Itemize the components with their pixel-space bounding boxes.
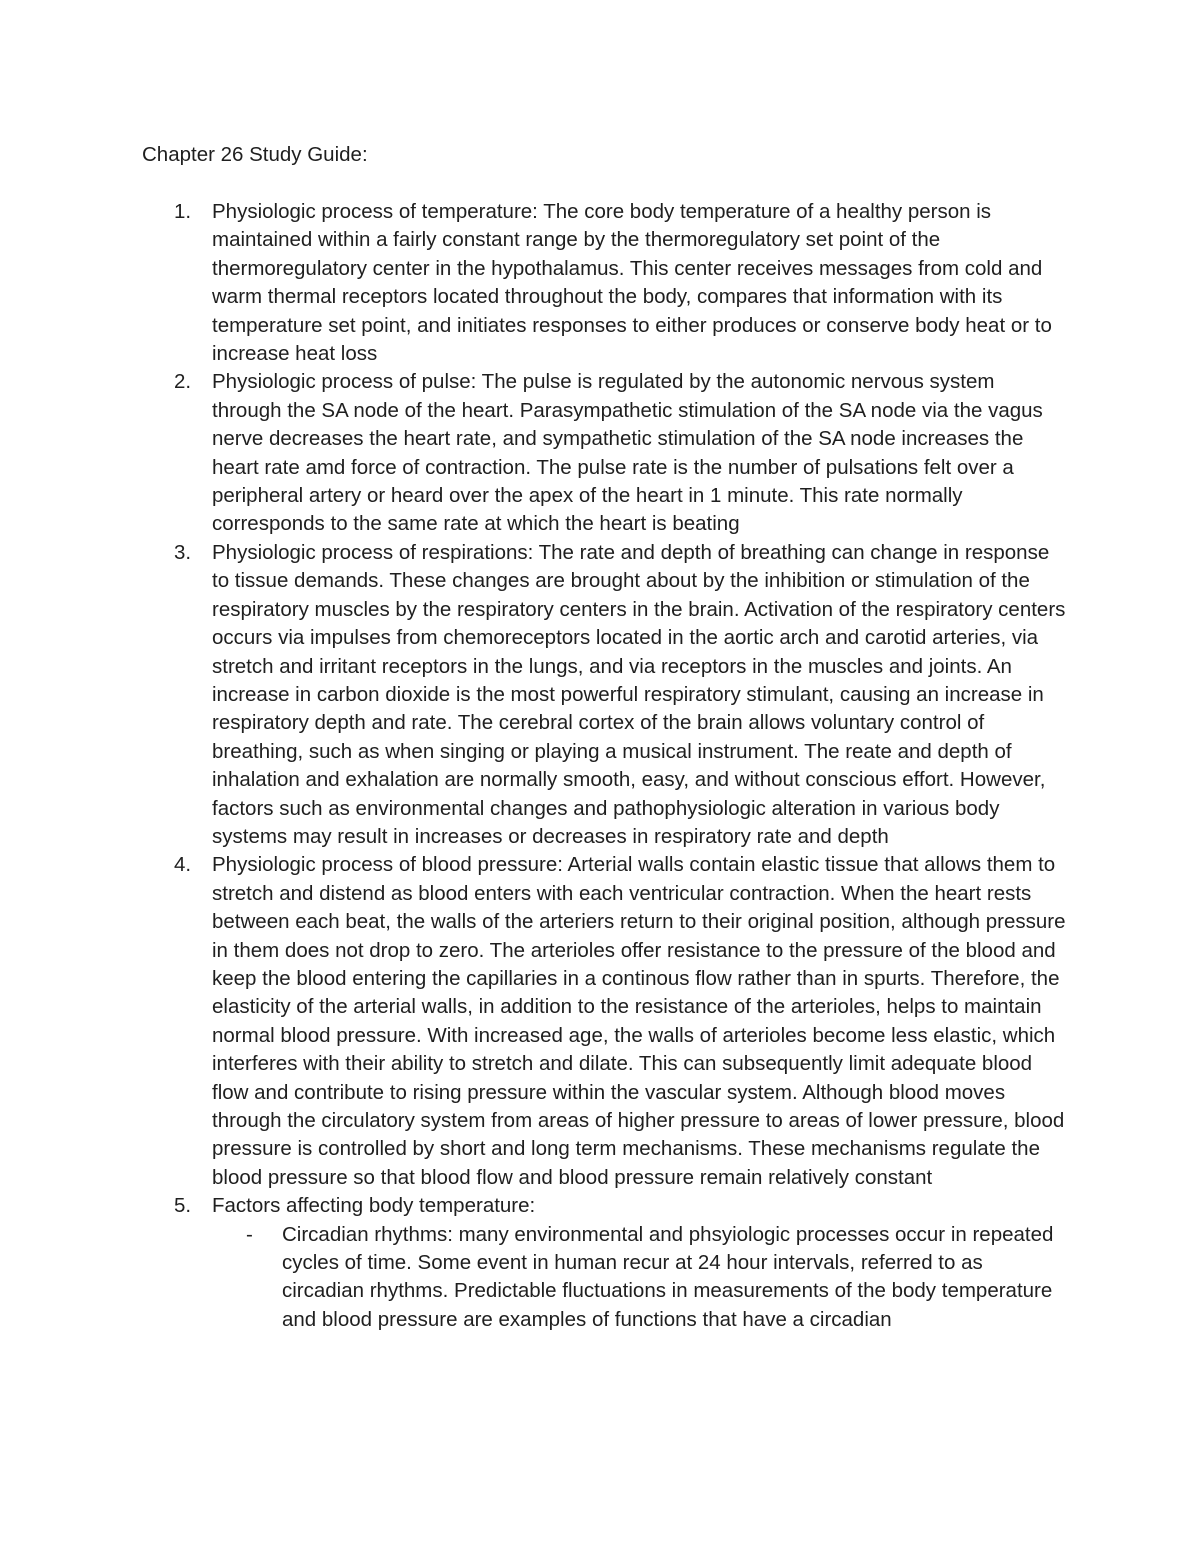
temperature-factors-sublist bbox=[212, 1221, 1067, 1335]
list-item-pulse-process bbox=[142, 368, 1067, 538]
study-guide-list bbox=[142, 198, 1067, 1334]
list-item-respiration-process bbox=[142, 539, 1067, 851]
list-item-blood-pressure-process bbox=[142, 851, 1067, 1192]
list-item-number: 2. bbox=[174, 370, 192, 394]
list-item-temperature-factors bbox=[142, 1192, 1067, 1334]
list-item-number: 5. bbox=[174, 1194, 192, 1218]
sublist-item-text: Circadian rhythms: many environmental and phsyiologic processes occur in repeated cycles of time. Some event in human recur at 24 hour intervals, referred to as circadian rhythms. Predictable fluctuations in measurements of the body temperature and blood pressure are examples of functions that have a circadian bbox=[282, 1222, 1054, 1331]
list-item-text: Physiologic process of pulse: The pulse is regulated by the autonomic nervous system through the SA node of the heart. Parasympathetic stimulation of the SA node via the vagus nerve decreases the heart rate, and sympathetic stimulation of the SA node increases the heart rate amd force of contraction. The pulse rate is the number of pulsations felt over a peripheral artery or heard over the apex of the heart in 1 minute. This rate normally corresponds to the same rate at which the heart is beating bbox=[212, 370, 1043, 536]
dash-bullet: - bbox=[246, 1222, 253, 1246]
list-item-text: Physiologic process of blood pressure: Arterial walls contain elastic tissue that allows them to stretch and distend as blood enters with each ventricular contraction. When the heart rests between each beat, the walls of the arteriers return to their original position, although pressure in them does not drop to zero. The arterioles offer resistance to the pressure of the blood and keep the blood entering the capillaries in a continous flow rather than in spurts. Therefore, the elasticity of the arterial walls, in addition to the resistance of the arterioles, helps to maintain normal blood pressure. With increased age, the walls of arterioles become less elastic, which interferes with their ability to stretch and dilate. This can subsequently limit adequate blood flow and contribute to rising pressure within the vascular system. Although blood moves through the circulatory system from areas of higher pressure to areas of lower pressure, blood pressure is controlled by short and long term mechanisms. These mechanisms regulate the blood pressure so that blood flow and blood pressure remain relatively constant bbox=[212, 853, 1066, 1189]
list-item-text: Physiologic process of temperature: The core body temperature of a healthy person is maintained within a fairly constant range by the thermoregulatory set point of the thermoregulatory center in the hypothalamus. This center receives messages from cold and warm thermal receptors located throughout the body, compares that information with its temperature set point, and initiates responses to either produces or conserve body heat or to increase heat loss bbox=[212, 200, 1052, 366]
list-item-number: 1. bbox=[174, 200, 192, 223]
list-item-number: 3. bbox=[174, 540, 192, 564]
list-item-temperature-process bbox=[142, 198, 1067, 368]
list-item-text: Factors affecting body temperature: bbox=[212, 1194, 536, 1218]
list-item-text: Physiologic process of respirations: The rate and depth of breathing can change in response to tissue demands. These changes are brought about by the inhibition or stimulation of the respiratory muscles by the respiratory centers in the brain. Activation of the respiratory centers occurs via impulses from chemoreceptors located in the aortic arch and carotid arteries, via stretch and irritant receptors in the lungs, and via receptors in the muscles and joints. An increase in carbon dioxide is the most powerful respiratory stimulant, causing an increase in respiratory depth and rate. The cerebral cortex of the brain allows voluntary control of breathing, such as when singing or playing a musical instrument. The reate and depth of inhalation and exhalation are normally smooth, easy, and without conscious effort. However, factors such as environmental changes and pathophysiologic alteration in various body systems may result in increases or decreases in respiratory rate and depth bbox=[212, 540, 1066, 848]
page-title: Chapter 26 Study Guide: bbox=[142, 143, 368, 166]
sublist-item-circadian-rhythms bbox=[212, 1221, 1067, 1335]
list-item-number: 4. bbox=[174, 853, 192, 877]
